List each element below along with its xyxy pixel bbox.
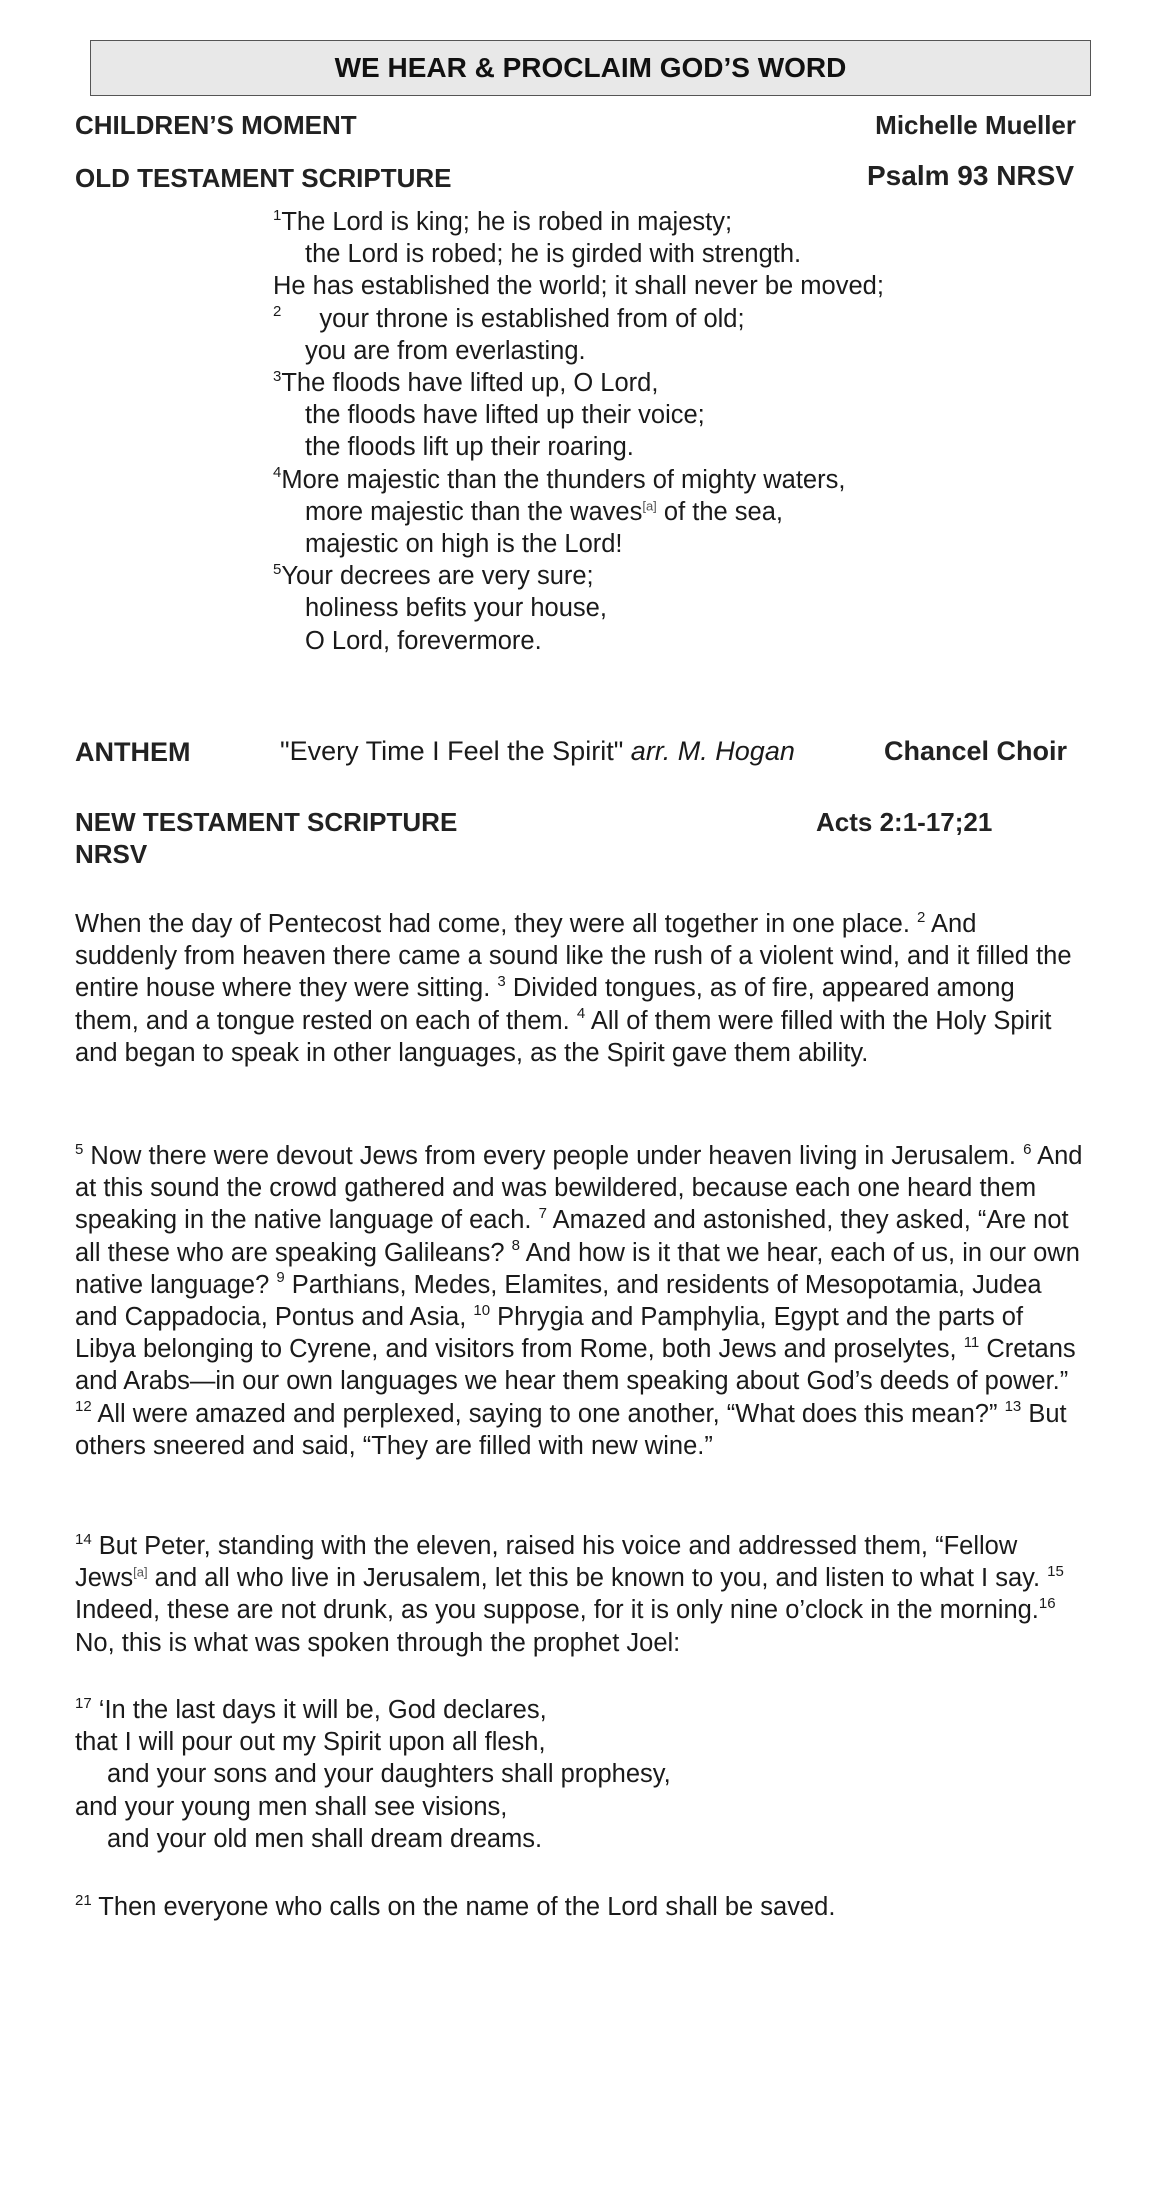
old-testament-label: OLD TESTAMENT SCRIPTURE	[75, 163, 452, 193]
scripture-text: ‘In the last days it will be, God declares,	[91, 1696, 547, 1724]
scripture-text: All were amazed and perplexed, saying to one another, “What does this mean?”	[91, 1399, 1005, 1428]
childrens-moment-leader: Michelle Mueller	[875, 110, 1076, 140]
verse-number: 15	[1047, 1562, 1064, 1580]
verse-number: 5	[273, 560, 282, 578]
psalm-text-segment: more majestic than the waves	[305, 497, 643, 526]
psalm-text-segment: majestic on high is the Lord!	[305, 530, 623, 559]
scripture-text: Indeed, these are not drunk, as you suppose, for it is only nine o’clock in the morning.	[75, 1596, 1039, 1625]
old-testament-reference: Psalm 93 NRSV	[867, 160, 1074, 191]
acts-final-verse	[75, 1891, 1085, 1923]
psalm-line	[273, 592, 884, 624]
verse-number: 11	[963, 1333, 980, 1351]
psalm-line	[273, 528, 884, 560]
psalm-line	[273, 431, 884, 463]
anthem-title-line	[280, 736, 795, 767]
psalm-text-segment: you are from everlasting.	[305, 336, 586, 365]
acts-paragraph-1	[75, 908, 1085, 1069]
verse-number: 4	[273, 464, 282, 482]
joel-line	[75, 1823, 1085, 1855]
scripture-text: All of them were filled with the Holy Spirit and began to speak in other languages, as the Spirit gave them ability.	[75, 1006, 1052, 1067]
psalm-text-segment: the floods have lifted up their voice;	[305, 401, 705, 430]
verse-number: 10	[473, 1301, 491, 1319]
anthem-label: ANTHEM	[75, 737, 191, 767]
joel-line	[75, 1694, 1085, 1726]
verse-number: 2	[273, 303, 282, 321]
scripture-text: Parthians, Medes, Elamites, and residents of Mesopotamia, Judea and Cappadocia, Pontus and Asia,	[75, 1270, 1042, 1332]
psalm-text-segment: He has established the world; it shall never be moved;	[273, 272, 884, 301]
verse-number: 12	[75, 1398, 92, 1416]
scripture-text: When the day of Pentecost had come, they were all together in one place.	[75, 910, 918, 938]
joel-quote	[75, 1694, 1085, 1855]
verse-number: 1	[273, 206, 282, 224]
new-testament-label: NEW TESTAMENT SCRIPTURE	[75, 807, 458, 837]
childrens-moment-label: CHILDREN’S MOMENT	[75, 110, 357, 140]
verse-number: 5	[75, 1140, 84, 1158]
anthem-arranger: arr. M. Hogan	[630, 736, 795, 766]
verse-number: 16	[1038, 1594, 1056, 1612]
scripture-text: Now there were devout Jews from every people under heaven living in Jerusalem.	[83, 1142, 1024, 1170]
scripture-text: and all who live in Jerusalem, let this be known to you, and listen to what I say.	[147, 1564, 1048, 1593]
footnote-marker: [a]	[133, 1564, 148, 1580]
verse-number: 8	[511, 1237, 520, 1255]
psalm-text	[273, 206, 884, 657]
verse-number: 4	[576, 1005, 586, 1023]
anthem-performer: Chancel Choir	[883, 736, 1067, 766]
psalm-text-segment: of the sea,	[656, 497, 783, 526]
verse-number: 2	[917, 908, 926, 926]
scripture-text: But others sneered and said, “They are filled with new wine.”	[75, 1399, 1067, 1460]
scripture-text: Then everyone who calls on the name of the Lord shall be saved.	[91, 1893, 836, 1921]
verse-number: 17	[75, 1694, 92, 1712]
psalm-text-segment: the floods lift up their roaring.	[305, 433, 634, 462]
psalm-line	[273, 303, 884, 335]
psalm-text-segment: The floods have lifted up, O Lord,	[281, 369, 659, 398]
verse-number: 9	[276, 1269, 285, 1287]
psalm-line	[273, 335, 884, 367]
scripture-text: But Peter, standing with the eleven, raised his voice and addressed them, “Fellow Jews	[75, 1532, 1018, 1593]
psalm-text-segment: O Lord, forevermore.	[305, 626, 542, 655]
verse-number: 21	[75, 1891, 92, 1909]
banner-title: WE HEAR & PROCLAIM GOD’S WORD	[334, 52, 847, 83]
acts-paragraph-2	[75, 1140, 1085, 1462]
section-banner	[90, 40, 1091, 96]
joel-line	[75, 1791, 1085, 1823]
psalm-line	[273, 625, 884, 657]
psalm-text-segment: Your decrees are very sure;	[281, 562, 594, 591]
footnote-marker: [a]	[642, 498, 657, 514]
psalm-line	[273, 560, 884, 592]
psalm-line	[273, 496, 884, 528]
scripture-text: And at this sound the crowd gathered and was bewildered, because each one heard them speaking in the native language of each.	[75, 1142, 1083, 1235]
psalm-line	[273, 238, 884, 270]
verse-number: 6	[1023, 1140, 1032, 1158]
psalm-text-segment: your throne is established from of old;	[319, 304, 745, 333]
psalm-line	[273, 399, 884, 431]
verse-number: 7	[538, 1204, 547, 1222]
psalm-line	[273, 367, 884, 399]
psalm-line	[273, 270, 884, 302]
scripture-text: No, this is what was spoken through the prophet Joel:	[75, 1628, 681, 1657]
psalm-text-segment: holiness befits your house,	[305, 594, 607, 623]
scripture-text: and your young men shall see visions,	[75, 1792, 508, 1821]
scripture-text: that I will pour out my Spirit upon all flesh,	[75, 1728, 546, 1757]
scripture-text: And how is it that we hear, each of us, in our own native language?	[75, 1238, 1080, 1299]
anthem-title: "Every Time I Feel the Spirit"	[280, 736, 624, 766]
new-testament-label-2: NRSV	[75, 839, 148, 869]
psalm-line	[273, 464, 884, 496]
psalm-text-segment: the Lord is robed; he is girded with strength.	[305, 240, 802, 269]
scripture-text: Amazed and astonished, they asked, “Are not all these who are speaking Galileans?	[75, 1206, 1069, 1267]
psalm-text-segment: The Lord is king; he is robed in majesty;	[281, 208, 733, 236]
joel-line	[75, 1758, 1085, 1790]
acts-paragraph-3	[75, 1530, 1085, 1659]
verse-number: 3	[273, 367, 282, 385]
scripture-text: Divided tongues, as of fire, appeared among them, and a tongue rested on each of them.	[75, 974, 1015, 1035]
scripture-text: Phrygia and Pamphylia, Egypt and the parts of Libya belonging to Cyrene, and visitors from Rome, both Jews and proselytes,	[75, 1303, 1024, 1364]
psalm-text-segment: More majestic than the thunders of mighty waters,	[281, 465, 846, 494]
scripture-text: and your sons and your daughters shall prophesy,	[107, 1760, 671, 1789]
scripture-text: Cretans and Arabs—in our own languages we hear them speaking about God’s deeds of power.”	[75, 1335, 1076, 1396]
new-testament-reference: Acts 2:1-17;21	[816, 807, 993, 837]
verse-number: 13	[1004, 1398, 1022, 1416]
verse-number: 3	[497, 972, 506, 990]
scripture-text: And suddenly from heaven there came a sound like the rush of a violent wind, and it filled the entire house where they were sitting.	[75, 910, 1072, 1003]
psalm-line	[273, 206, 884, 238]
joel-line	[75, 1726, 1085, 1758]
verse-number: 14	[75, 1530, 92, 1548]
scripture-text: and your old men shall dream dreams.	[107, 1824, 543, 1853]
